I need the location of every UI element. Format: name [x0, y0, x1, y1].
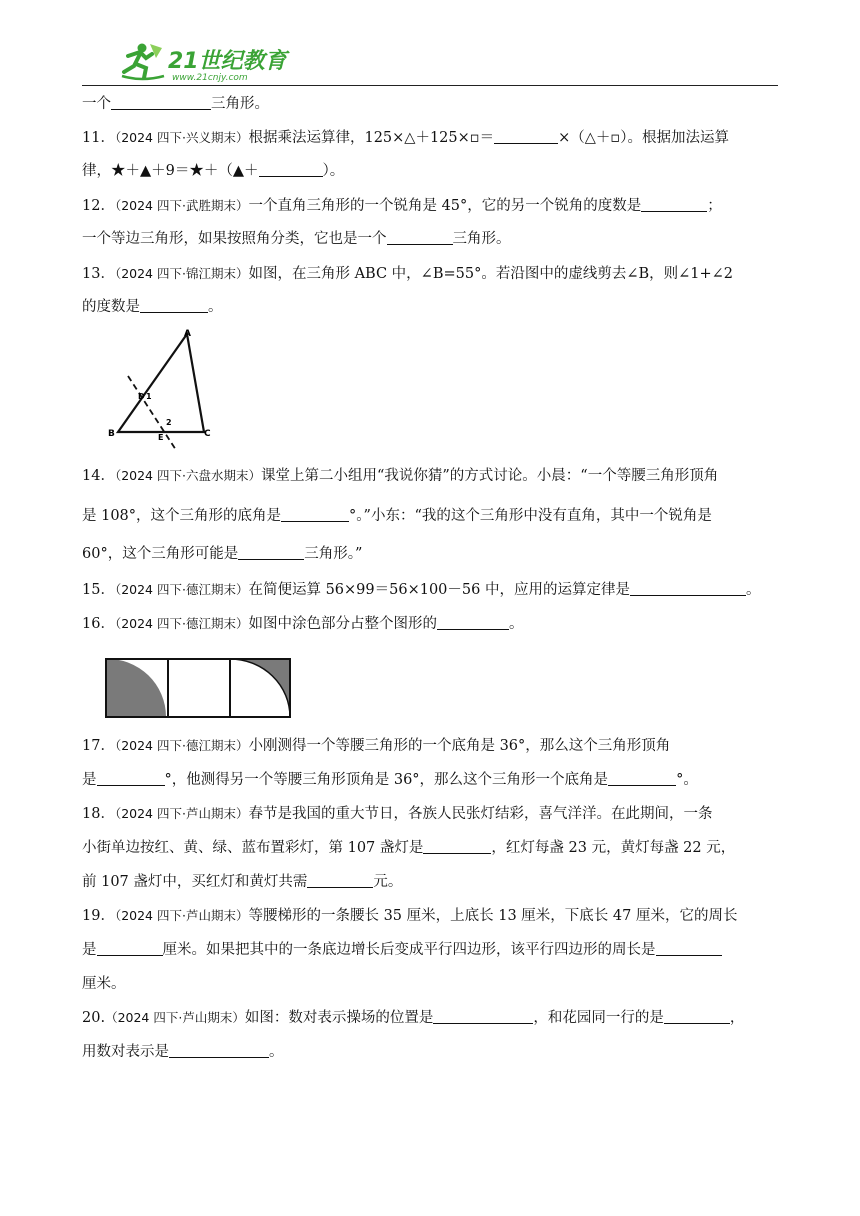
- question-16: 16．（2024 四下·德江期末）如图中涂色部分占整个图形的 。: [82, 616, 524, 632]
- answer-blank[interactable]: [656, 940, 722, 956]
- logo-text: 21世纪教育: [168, 49, 287, 74]
- answer-blank[interactable]: [387, 229, 453, 245]
- answer-blank[interactable]: [111, 94, 211, 110]
- logo: [102, 38, 302, 84]
- question-19-line-2: 是 厘米。如果把其中的一条底边增长后变成平行四边形，该平行四边形的周长是: [82, 940, 722, 960]
- question-20-line-2: 用数对表示是 。: [82, 1044, 284, 1060]
- label-angle-1: 1: [146, 392, 152, 401]
- question-20-line-1: 20.（2024 四下·芦山期末）如图：数对表示操场的位置是 ，和花园同一行的是 ，: [82, 1010, 745, 1026]
- answer-blank[interactable]: [238, 544, 304, 560]
- question-14-line-2: 是 108°，这个三角形的底角是 °。”小东：“我的这个三角形中没有直角，其中一个锐角是: [82, 508, 712, 524]
- answer-blank[interactable]: [433, 1008, 533, 1024]
- question-12-line-1: 12．（2024 四下·武胜期末）一个直角三角形的一个锐角是 45°，它的另一个锐角的度数是 ；: [82, 198, 722, 214]
- answer-blank[interactable]: [608, 770, 676, 786]
- question-13-line-1: 13．（2024 四下·锦江期末）如图，在三角形 ABC 中，∠B=55°。若沿图中的虚线剪去∠B，则∠1+∠2: [82, 266, 734, 282]
- answer-blank[interactable]: [97, 770, 165, 786]
- label-b: B: [108, 429, 115, 439]
- question-14-line-1: 14．（2024 四下·六盘水期末）课堂上第二小组用“我说你猜”的方式讨论。小晨：“一个等腰三角形顶角: [82, 468, 719, 484]
- answer-blank[interactable]: [307, 872, 373, 888]
- shaded-quarter-circle: [106, 659, 166, 717]
- label-d: D: [138, 392, 145, 401]
- label-a: A: [184, 329, 191, 339]
- label-angle-2: 2: [166, 418, 172, 427]
- question-15: 15．（2024 四下·德江期末）在简便运算 56×99＝56×100－56 中，应用的运算定律是 。: [82, 582, 761, 598]
- question-19-line-1: 19．（2024 四下·芦山期末）等腰梯形的一条腰长 35 厘米，上底长 13 厘米，下底长 47 厘米，它的周长: [82, 908, 738, 924]
- question-18-line-2: 小街单边按红、黄、绿、蓝布置彩灯，第 107 盏灯是 ，红灯每盏 23 元，黄灯每盏 22 元，: [82, 840, 736, 856]
- question-13-line-2: 的度数是 。: [82, 299, 223, 315]
- cut-line: [128, 376, 176, 450]
- question-17-line-1: 17．（2024 四下·德江期末）小刚测得一个等腰三角形的一个底角是 36°，那么这个三角形顶角: [82, 738, 671, 754]
- line-continuation: 一个 三角形。: [82, 96, 269, 112]
- page-header: [82, 36, 778, 88]
- question-14-line-3: 60°，这个三角形可能是 三角形。”: [82, 546, 363, 562]
- shaded-squares-figure: [104, 657, 294, 719]
- answer-blank[interactable]: [437, 614, 509, 630]
- answer-blank[interactable]: [664, 1008, 730, 1024]
- triangle-abc-figure: [100, 322, 220, 452]
- label-c: C: [204, 429, 211, 439]
- answer-blank[interactable]: [140, 297, 208, 313]
- runner-icon: [122, 44, 164, 80]
- logo-url: www.21cnjy.com: [172, 73, 248, 83]
- answer-blank[interactable]: [259, 161, 323, 177]
- answer-blank[interactable]: [169, 1042, 269, 1058]
- shaded-corner-region: [230, 659, 290, 717]
- triangle-abc: [118, 334, 204, 432]
- question-18-line-1: 18．（2024 四下·芦山期末）春节是我国的重大节日，各族人民张灯结彩，喜气洋洋。在此期间，一条: [82, 806, 713, 822]
- answer-blank[interactable]: [281, 506, 349, 522]
- answer-blank[interactable]: [97, 940, 163, 956]
- question-11-line-1: 11．（2024 四下·兴义期末）根据乘法运算律，125×△＋125×▫＝ ×（△＋▫）。根据加法运算: [82, 130, 729, 146]
- answer-blank[interactable]: [423, 838, 491, 854]
- answer-blank[interactable]: [494, 128, 558, 144]
- answer-blank[interactable]: [630, 580, 746, 596]
- question-17-line-2: 是 °，他测得另一个等腰三角形顶角是 36°，那么这个三角形一个底角是 °。: [82, 772, 698, 788]
- question-11-line-2: 律，★＋▲＋9＝★＋（▲＋ ）。: [82, 163, 345, 179]
- question-19-line-3: 厘米。: [82, 976, 126, 992]
- question-12-line-2: 一个等边三角形，如果按照角分类，它也是一个 三角形。: [82, 231, 511, 247]
- question-18-line-3: 前 107 盏灯中，买红灯和黄灯共需 元。: [82, 874, 403, 890]
- answer-blank[interactable]: [641, 196, 707, 212]
- header-divider: [82, 85, 778, 86]
- label-e: E: [158, 433, 164, 442]
